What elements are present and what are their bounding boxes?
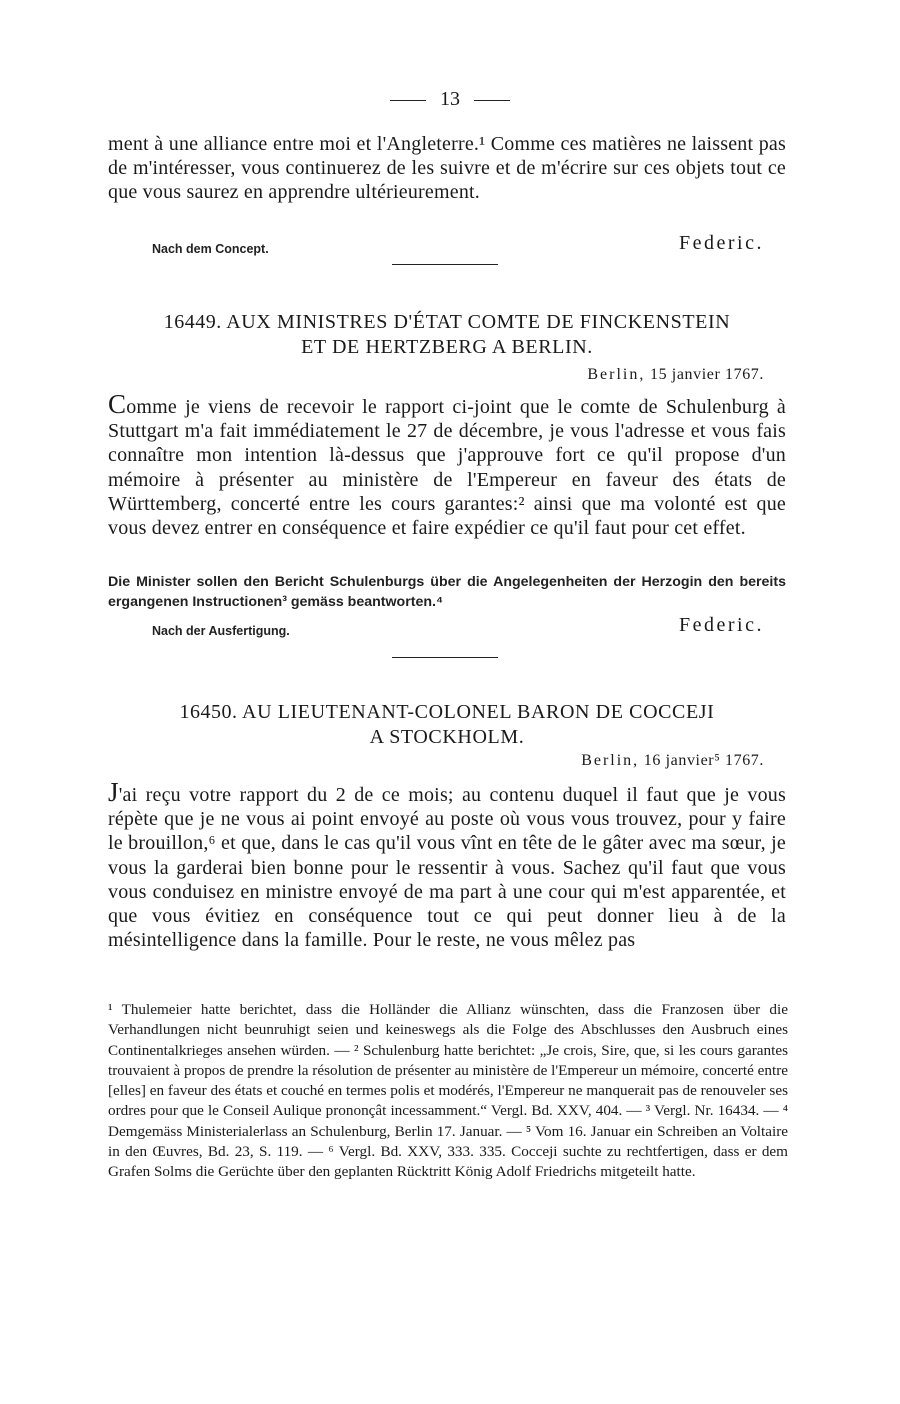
section-divider [392, 657, 498, 658]
letter-16449-number: 16449. [163, 311, 222, 333]
letter-16449-heading-line2: ET DE HERTZBERG A BERLIN. [301, 336, 593, 358]
letter-16449-source: Nach der Ausfertigung. [152, 624, 290, 638]
letter-16449-heading-line1 [108, 310, 786, 335]
letter-16449-signature: Federic. [679, 614, 764, 636]
letter-16449-place: Berlin, [587, 366, 646, 383]
page-number: 13 [440, 88, 460, 110]
letter-16449-body [108, 389, 786, 540]
letter-16449-initial: C [108, 389, 127, 419]
page-header [0, 88, 900, 111]
letter-16450-body [108, 777, 786, 952]
letter-16450-place: Berlin, [581, 752, 640, 769]
footnotes: ¹ Thulemeier hatte berichtet, dass die Holländer die Allianz wünschten, dass die Franzosen über die Verhandlungen nicht beunruhigt seien und keineswegs als die Folge des Abschlusses den Ausbruch eines Continentalkrieges ansehen würden. — ² Schulenburg hatte berichtet: „Je crois, Sire, que, si les cours garantes trouvaient à propos de prendre la résolution de présenter au ministère de l'Empereur un mémoire, concerté entre [elles] en faveur des états et couché en termes polis et modérés, l'Empereur ne manquerait pas de renouveler ses ordres pour que le Conseil Aulique prononçât incessamment.“ Vergl. Bd. XXV, 404. — ³ Vergl. Nr. 16434. — ⁴ Demgemäss Ministerialerlass an Schulenburg, Berlin 17. Januar. — ⁵ Vom 16. Januar ein Schreiben an Voltaire in den Œuvres, Bd. 23, S. 119. — ⁶ Vergl. Bd. XXV, 333. 335. Cocceji suchte zu rechtfertigen, dass er dem Grafen Solms die Gerüchte über den geplanten Rücktritt König Adolf Friedrichs mitgeteilt hatte. [108, 1001, 788, 1181]
letter-16449-recipient: AUX MINISTRES D'ÉTAT COMTE DE FINCKENSTEIN [226, 311, 731, 333]
continuation-text: ment à une alliance entre moi et l'Angleterre.¹ Comme ces matières ne laissent pas de m'intéresser, vous continuerez de les suivre et de m'écrire sur ces objets tout ce que vous saurez en apprendre ultérieurement. [108, 133, 786, 204]
letter-16449-date: 15 janvier 1767. [649, 366, 764, 383]
continuation-source: Nach dem Concept. [152, 242, 269, 256]
letter-16450-heading-line1 [108, 700, 786, 725]
letter-16449-dateline [587, 366, 764, 384]
section-divider [392, 264, 498, 265]
letter-16450-date: 16 janvier⁵ 1767. [643, 752, 764, 769]
letter-16450-dateline [581, 752, 764, 770]
continuation-signature: Federic. [679, 232, 764, 254]
letter-16450-initial: J [108, 777, 119, 807]
header-dash-left [390, 100, 426, 101]
letter-16450-heading-line2: A STOCKHOLM. [369, 726, 525, 748]
letter-16450-heading [108, 700, 786, 750]
letter-16449-body-text: omme je viens de recevoir le rapport ci-joint que le comte de Schulenburg à Stuttgart m'a fait immédiatement le 27 de décembre, je vous l'adresse et vous fais connaître mon intention là-dessus que j'approuve fort ce qu'il propose d'un mémoire à présenter au ministère de l'Empereur en faveur des états de Württemberg, concerté entre les cours garantes:² ainsi que ma volonté est que vous devez entrer en conséquence et faire expédier ce qu'il faut pour cet effet. [108, 396, 786, 540]
letter-16449-editor-note: Die Minister sollen den Bericht Schulenburgs über die Angelegenheiten der Herzogin den bereits ergangenen Instructionen³ gemäss beantworten.⁴ [108, 574, 786, 611]
letter-16450-body-text: 'ai reçu votre rapport du 2 de ce mois; au contenu duquel il faut que je vous répète que je ne vous ai point envoyé au poste où vous vous trouvez, pour y faire le brouillon,⁶ et que, dans le cas qu'il vous vînt en tête de le gâter avec ma sœur, je vous la garderai bien bonne pour le ressentir à vous. Sachez qu'il faut que vous vous conduisez en ministre envoyé de ma part à une cour qui m'est apparentée, et que vous évitiez en conséquence tout ce qui peut donner lieu à de la mésintelligence dans la famille. Pour le reste, ne vous mêlez pas [108, 784, 786, 952]
letter-16450-recipient: AU LIEUTENANT-COLONEL BARON DE COCCEJI [242, 701, 715, 723]
letter-16449-heading [108, 310, 786, 360]
header-dash-right [474, 100, 510, 101]
letter-16450-number: 16450. [179, 701, 238, 723]
